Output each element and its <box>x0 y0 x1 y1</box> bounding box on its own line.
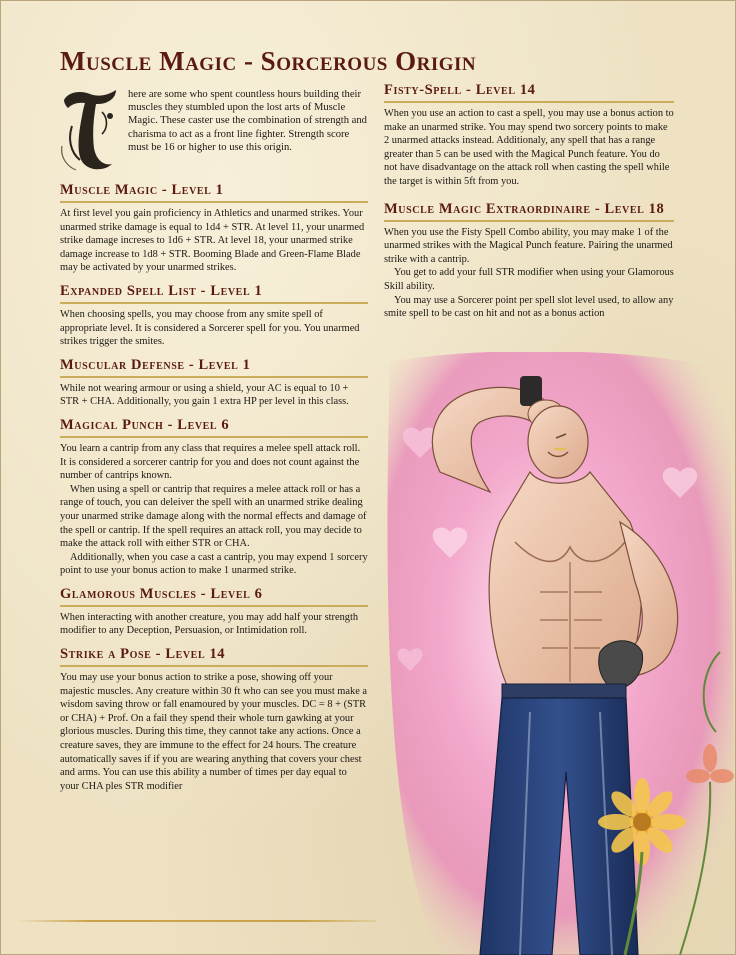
section-glamorous-muscles <box>60 586 368 638</box>
section-heading: Muscle Magic - Level 1 <box>60 182 368 203</box>
section-expanded-spell-list <box>60 283 368 349</box>
section-paragraph: You learn a cantrip from any class that requires a melee spell attack roll. It is considered a sorcerer cantrip for you and does not count against the number of cantrips known. <box>60 442 361 482</box>
footer-ornament-line <box>16 920 376 922</box>
intro-text: here are some who spent countless hours building their muscles they stumbled upon the lost arts of Muscle Magic. These caster use the combination of strength and charisma to act as a front line fighter. Strength score must be 16 or higher to use this origin. <box>128 89 367 153</box>
right-column <box>384 82 674 329</box>
section-strike-a-pose <box>60 646 368 793</box>
section-muscle-magic-extraordinaire <box>384 201 674 321</box>
section-paragraph: When choosing spells, you may choose from any smite spell of appropriate level. It is considered a Sorcerer spell for you. You unarmed strikes trigger the smites. <box>60 308 360 348</box>
section-paragraph: You may use your bonus action to strike a pose, showing off your majestic muscles. Any creature within 30 ft who can see you must make a wisdom saving throw or fall enamoured by your muscles. DC = 8 + (STR or CHA) + Prof. On a fail they spend their whole turn gawking at your glorious muscles. During this time, they cannot take any actions. Once a creature saves, they are immune to the effect for 24 hours. The creature automatically saves if if you are wearing anything that covers your chest and arms. You can use this ability a number of times per day equal to your CHA ples STR modifier <box>60 672 368 792</box>
section-paragraph: Additionally, when you case a cast a cantrip, you may expend 1 sorcery point to use your bonus action to make 1 unarmed strike. <box>60 551 368 577</box>
section-fisty-spell <box>384 82 674 189</box>
section-paragraph: When you use the Fisty Spell Combo ability, you may make 1 of the unarmed strikes with the Magical Punch feature. Pairing the unarmed strike with a cantrip. <box>384 226 673 265</box>
section-heading: Glamorous Muscles - Level 6 <box>60 586 368 607</box>
section-magical-punch <box>60 417 368 578</box>
muscle-man-pose-icon <box>380 352 736 955</box>
section-paragraph: When you use an action to cast a spell, you may use a bonus action to make an unarmed strike. You may spend two sorcery points to make 2 unarmed attacks instead. Additionaly, any spell that has a range greater than 5 can be used with the Magical Punch feature. You do not have disadvantage on the attack roll when casting the spell while the target is within 5ft from you. <box>384 108 674 187</box>
section-paragraph: At first level you gain proficiency in Athletics and unarmed strikes. Your unarmed strike damage is equal to 1d4 + STR. At level 11, your unarmed strike damage increses to 1d6 + STR. At level 18, your unarmed strike damage increase to 1d8 + STR. Booming Blade and Green-Flame Blade may be activated by your unarmed strikes. <box>60 208 365 274</box>
section-heading: Expanded Spell List - Level 1 <box>60 283 368 304</box>
section-heading: Strike a Pose - Level 14 <box>60 646 368 667</box>
intro <box>60 88 368 176</box>
dropcap-ornament-icon <box>58 86 122 172</box>
section-paragraph: When using a spell or cantrip that requires a melee attack roll or has a range of touch, you can deleiver the spell with an unarmed strike dealing your unarmed strike damage along with the normal effects and damage of the spell or cantrip. If the spell requires an attack roll, you may decide to make the attack roll with either STR or CHA. <box>60 483 367 550</box>
section-paragraph: You get to add your full STR modifier when using your Glamorous Skill ability. <box>384 267 674 292</box>
section-paragraph: While not wearing armour or using a shield, your AC is equal to 10 + STR + CHA. Additionally, you gain 1 extra HP per level in this class. <box>60 382 349 408</box>
page-title: Muscle Magic - Sorcerous Origin <box>60 46 477 76</box>
section-heading: Magical Punch - Level 6 <box>60 417 368 438</box>
left-column <box>60 88 368 801</box>
section-muscle-magic <box>60 182 368 275</box>
muscle-man-illustration <box>380 352 736 955</box>
section-heading: Muscle Magic Extraordinaire - Level 18 <box>384 201 674 222</box>
section-paragraph: You may use a Sorcerer point per spell slot level used, to allow any smite spell to be cast on hit and not as a bonus action <box>384 294 674 320</box>
section-heading: Muscular Defense - Level 1 <box>60 357 368 378</box>
section-paragraph: When interacting with another creature, you may add half your strength modifier to any Deception, Persuasion, or Intimidation roll. <box>60 611 359 637</box>
section-muscular-defense <box>60 357 368 409</box>
section-heading: Fisty-Spell - Level 14 <box>384 82 674 103</box>
